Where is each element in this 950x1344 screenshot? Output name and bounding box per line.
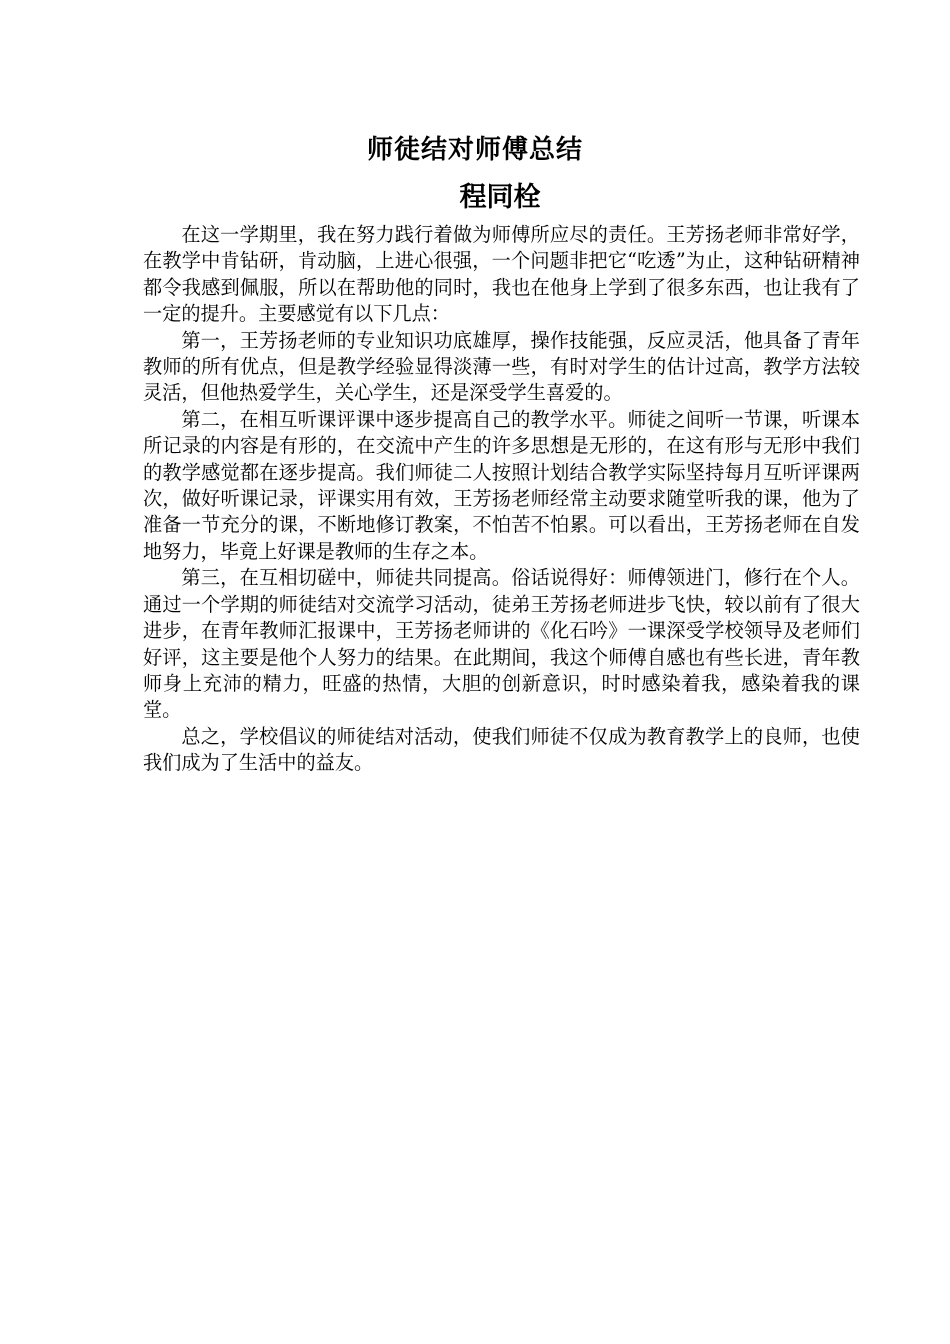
document-body — [143, 222, 860, 777]
paragraph-third-point: 第三，在互相切磋中，师徒共同提高。俗话说得好：师傅领进门，修行在个人。通过一个学期的师徒结对交流学习活动，徒弟王芳扬老师进步飞快，较以前有了很大进步，在青年教师汇报课中，王芳扬老师讲的《化石吟》一课深受学校领导及老师们好评，这主要是他个人努力的结果。在此期间，我这个师傅自感也有些长进，青年教师身上充沛的精力，旺盛的热情，大胆的创新意识，时时感染着我，感染着我的课堂。 — [143, 566, 860, 722]
paragraph-first-point: 第一，王芳扬老师的专业知识功底雄厚，操作技能强，反应灵活，他具备了青年教师的所有优点，但是教学经验显得淡薄一些，有时对学生的估计过高，教学方法较灵活，但他热爱学生，关心学生，还是深受学生喜爱的。 — [143, 328, 860, 405]
author-name: 程同栓 — [459, 182, 541, 213]
paragraph-second-point: 第二，在相互听课评课中逐步提高自己的教学水平。师徒之间听一节课，听课本所记录的内容是有形的，在交流中产生的许多思想是无形的，在这有形与无形中我们的教学感觉都在逐步提高。我们师徒二人按照计划结合教学实际坚持每月互听评课两次，做好听课记录，评课实用有效，王芳扬老师经常主动要求随堂听我的课，他为了准备一节充分的课，不断地修订教案，不怕苦不怕累。可以看出，王芳扬老师在自发地努力，毕竟上好课是教师的生存之本。 — [143, 407, 860, 563]
paragraph-intro: 在这一学期里，我在努力践行着做为师傅所应尽的责任。王芳扬老师非常好学，在教学中肯钻研，肯动脑，上进心很强，一个问题非把它“吃透”为止，这种钻研精神都令我感到佩服，所以在帮助他的同时，我也在他身上学到了很多东西，也让我有了一定的提升。主要感觉有以下几点： — [143, 223, 860, 326]
document-title: 师徒结对师傅总结 — [366, 135, 583, 165]
paragraph-conclusion: 总之，学校倡议的师徒结对活动，使我们师徒不仅成为教育教学上的良师，也使我们成为了生活中的益友。 — [143, 724, 860, 775]
